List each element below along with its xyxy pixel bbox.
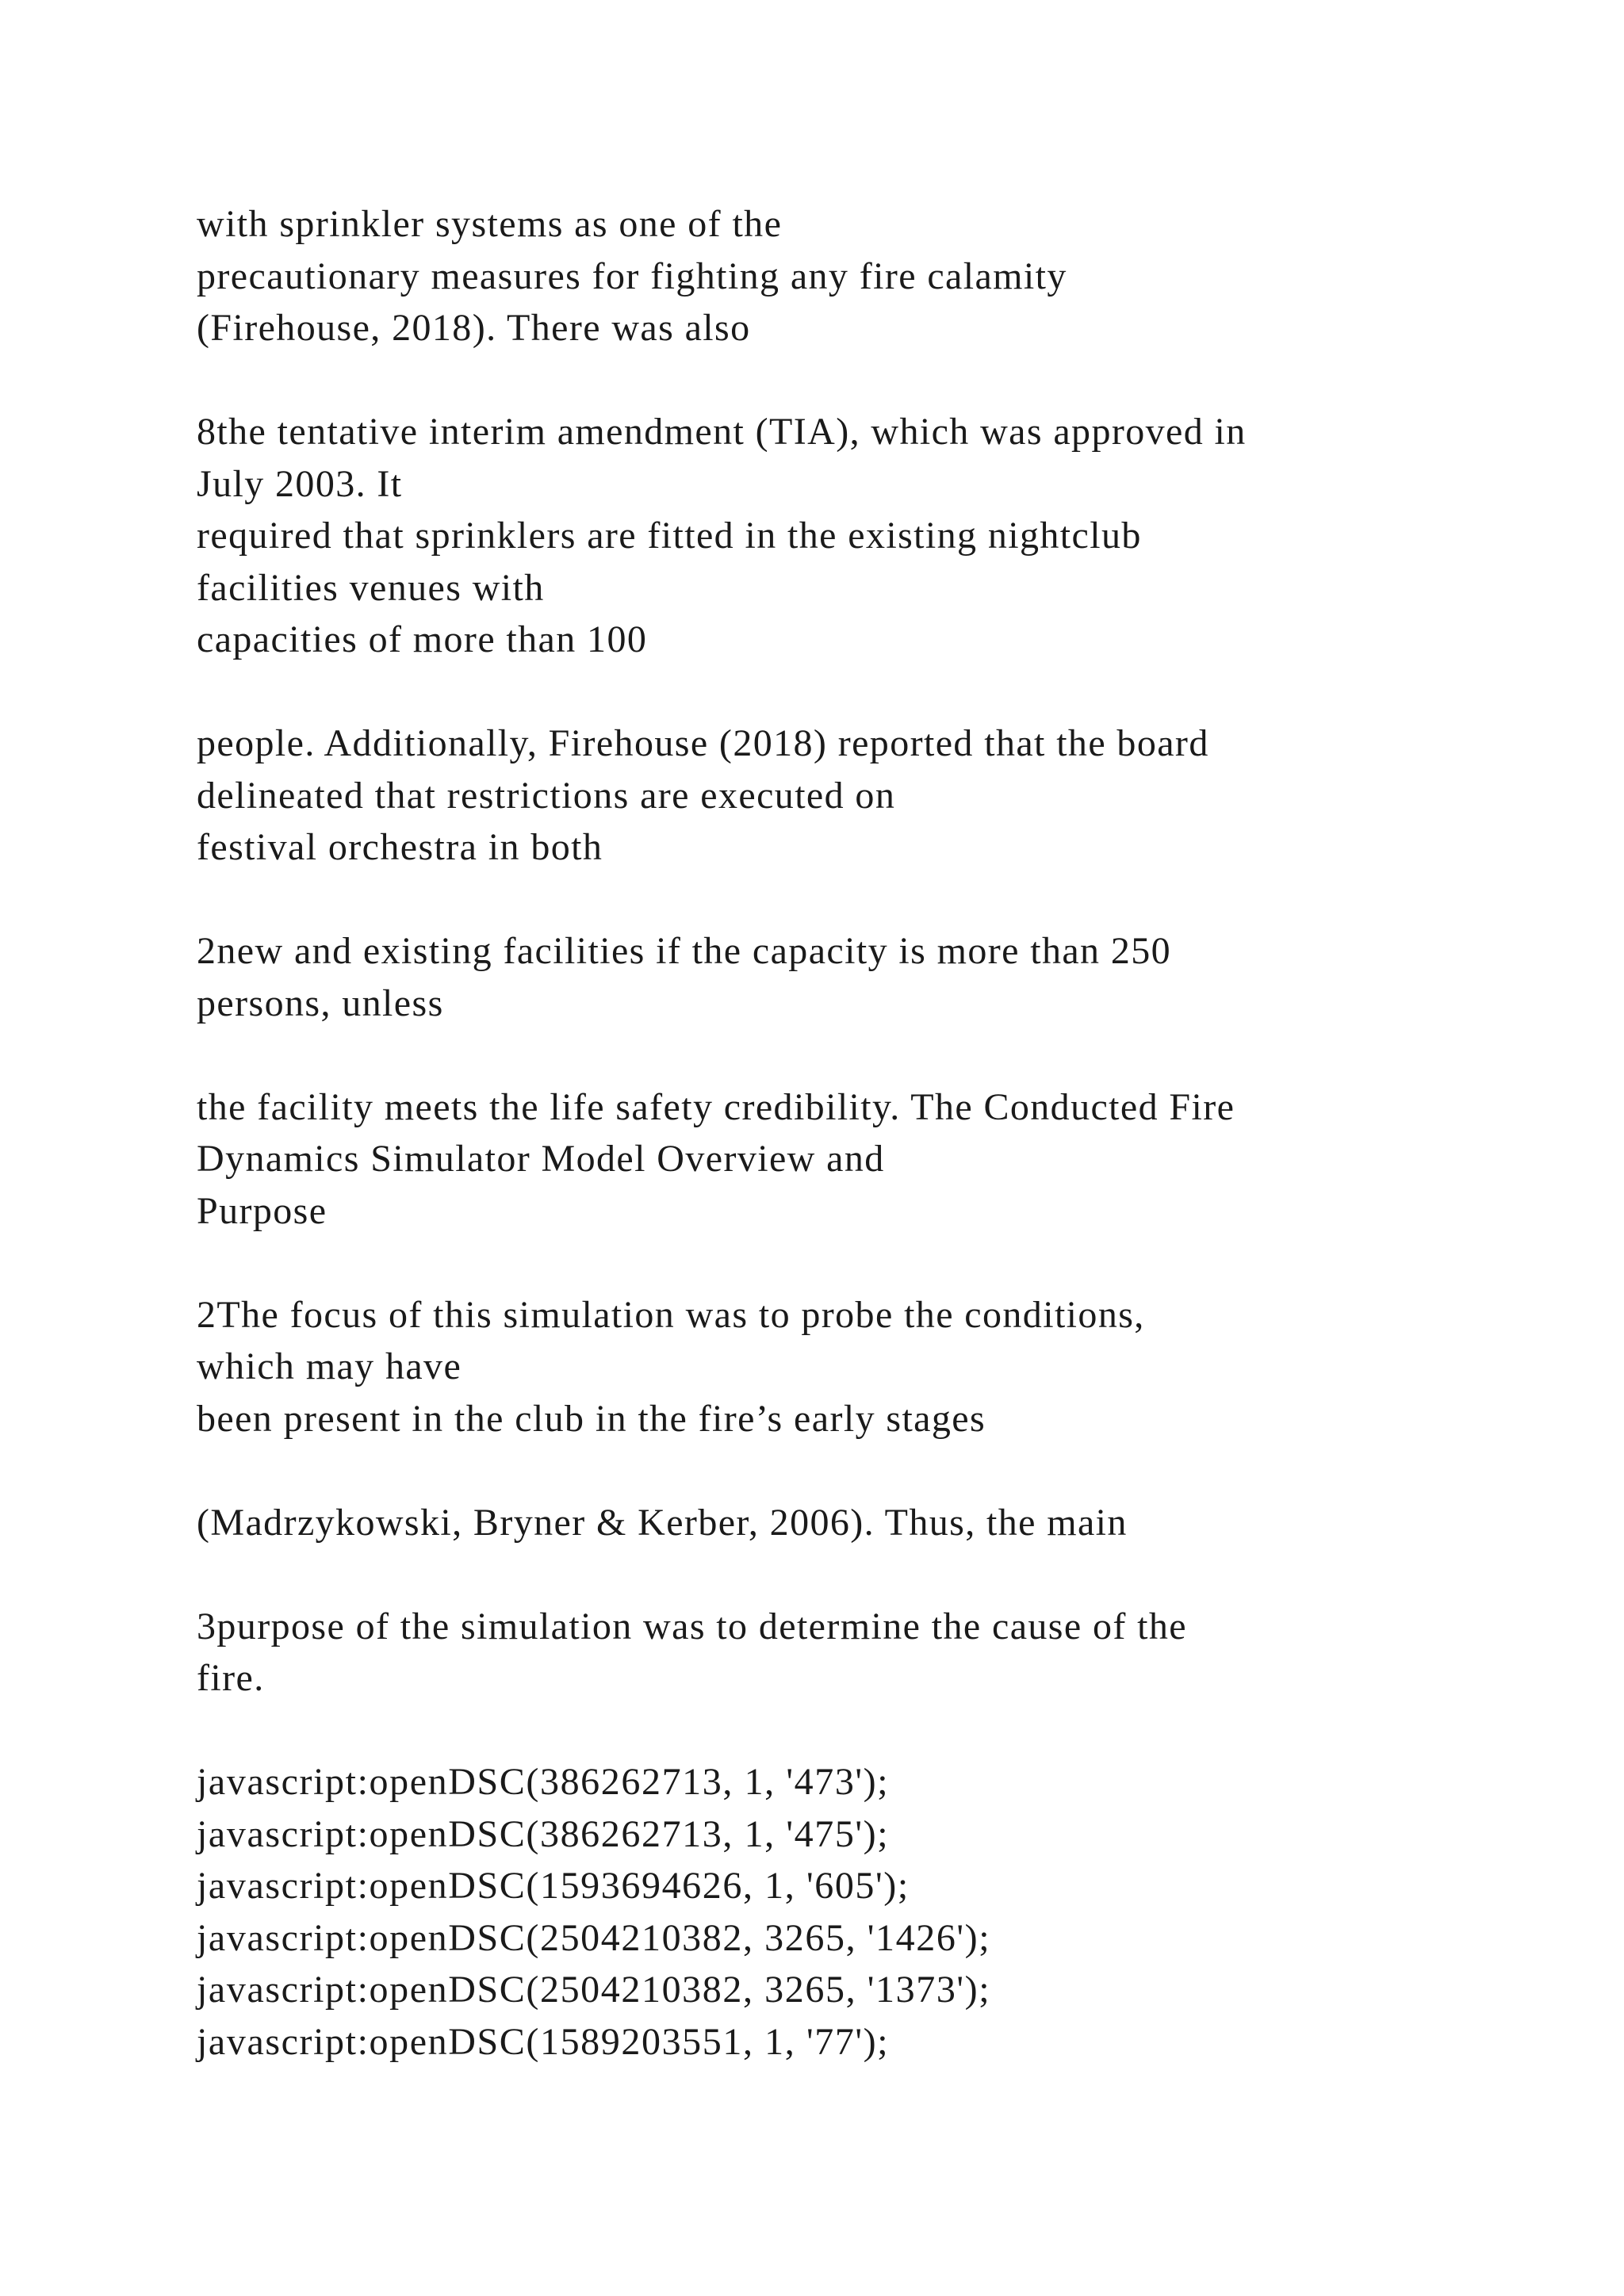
text-line: with sprinkler systems as one of the <box>197 203 783 245</box>
document-body <box>197 198 1465 2068</box>
text-line: capacities of more than 100 <box>197 618 648 660</box>
text-line: Dynamics Simulator Model Overview and <box>197 1138 885 1180</box>
link-list <box>197 1756 1465 2068</box>
javascript-link: javascript:openDSC(2504210382, 3265, '1426'); <box>197 1916 991 1959</box>
text-line: July 2003. It <box>197 462 403 505</box>
text-line: 3purpose of the simulation was to determine the cause of the <box>197 1605 1188 1647</box>
section-heading: Purpose <box>197 1189 327 1232</box>
text-line: precautionary measures for fighting any fire calamity <box>197 254 1067 297</box>
text-line: 2The focus of this simulation was to probe the conditions, <box>197 1293 1145 1336</box>
text-line: persons, unless <box>197 982 444 1024</box>
paragraph-6 <box>197 1289 1465 1445</box>
text-line: required that sprinklers are fitted in the existing nightclub <box>197 515 1142 557</box>
paragraph-3 <box>197 718 1465 874</box>
paragraph-5 <box>197 1081 1465 1238</box>
text-line: facilities venues with <box>197 566 545 609</box>
paragraph-7 <box>197 1497 1465 1549</box>
text-line: (Madrzykowski, Bryner & Kerber, 2006). Thus, the main <box>197 1501 1128 1544</box>
text-line: which may have <box>197 1345 462 1387</box>
javascript-link: javascript:openDSC(2504210382, 3265, '1373'); <box>197 1969 991 2011</box>
paragraph-4 <box>197 925 1465 1029</box>
paragraph-2 <box>197 406 1465 666</box>
javascript-link: javascript:openDSC(386262713, 1, '473'); <box>197 1761 890 1803</box>
text-line: festival orchestra in both <box>197 826 603 868</box>
text-line: 2new and existing facilities if the capacity is more than 250 <box>197 930 1172 972</box>
text-line: fire. <box>197 1657 265 1699</box>
text-line: (Firehouse, 2018). There was also <box>197 307 751 349</box>
javascript-link: javascript:openDSC(386262713, 1, '475'); <box>197 1812 890 1855</box>
text-line: people. Additionally, Firehouse (2018) reported that the board <box>197 722 1209 764</box>
paragraph-8 <box>197 1601 1465 1705</box>
text-line: delineated that restrictions are executed on <box>197 774 896 817</box>
text-line: been present in the club in the fire’s early stages <box>197 1397 986 1440</box>
javascript-link: javascript:openDSC(1593694626, 1, '605'); <box>197 1865 910 1907</box>
text-line: the facility meets the life safety credibility. The Conducted Fire <box>197 1085 1235 1128</box>
javascript-link: javascript:openDSC(1589203551, 1, '77'); <box>197 2020 890 2063</box>
text-line: 8the tentative interim amendment (TIA), which was approved in <box>197 411 1247 453</box>
paragraph-1 <box>197 198 1465 354</box>
